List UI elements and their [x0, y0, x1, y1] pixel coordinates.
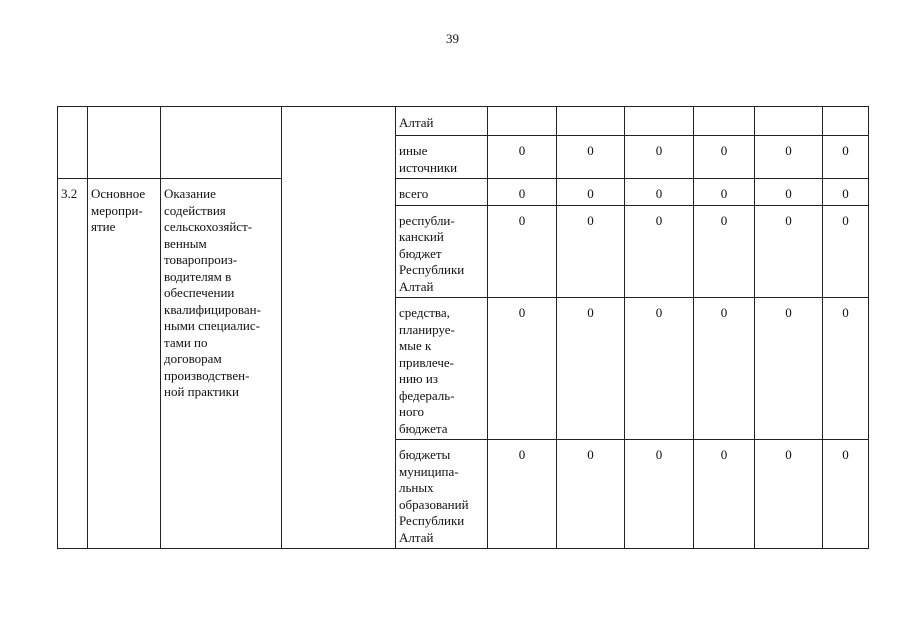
page-number: 39 — [446, 31, 459, 46]
cell-name-continued — [161, 107, 282, 179]
cell-value: 0 — [823, 136, 869, 179]
cell-source: республи- канский бюджет Республики Алтай — [396, 205, 488, 298]
cell-value: 0 — [625, 440, 694, 549]
table-row — [58, 179, 869, 206]
cell-value: 0 — [488, 136, 557, 179]
cell-value — [755, 107, 823, 136]
cell-value: 0 — [488, 440, 557, 549]
cell-source: Алтай — [396, 107, 488, 136]
cell-value: 0 — [625, 136, 694, 179]
table-row — [58, 107, 869, 136]
cell-value — [488, 107, 557, 136]
cell-type-continued — [88, 107, 161, 179]
cell-executor — [282, 107, 396, 549]
cell-value — [823, 107, 869, 136]
cell-value — [557, 107, 625, 136]
cell-value: 0 — [755, 440, 823, 549]
cell-value — [694, 107, 755, 136]
cell-value: 0 — [557, 298, 625, 440]
cell-value: 0 — [557, 136, 625, 179]
cell-value: 0 — [823, 205, 869, 298]
cell-source: средства, планируе- мые к привлече- нию из федераль- ного бюджета — [396, 298, 488, 440]
cell-value: 0 — [694, 179, 755, 206]
cell-value: 0 — [488, 298, 557, 440]
cell-value: 0 — [823, 179, 869, 206]
cell-value: 0 — [557, 205, 625, 298]
cell-value — [625, 107, 694, 136]
item-number: 3.2 — [58, 179, 88, 549]
cell-value: 0 — [694, 205, 755, 298]
item-name: Оказание содействия сельскохозяйст- венным товаропроиз- водителям в обеспечении квалифицирован- ными специалис- тами по договорам производствен- ной практики — [161, 179, 282, 549]
cell-value: 0 — [755, 298, 823, 440]
cell-value: 0 — [625, 298, 694, 440]
cell-value: 0 — [755, 179, 823, 206]
cell-source: всего — [396, 179, 488, 206]
cell-value: 0 — [694, 298, 755, 440]
cell-value: 0 — [694, 440, 755, 549]
cell-value: 0 — [823, 440, 869, 549]
cell-value: 0 — [488, 179, 557, 206]
cell-value: 0 — [755, 205, 823, 298]
cell-value: 0 — [823, 298, 869, 440]
budget-table — [57, 106, 869, 549]
cell-source: бюджеты муниципа- льных образований Республики Алтай — [396, 440, 488, 549]
cell-value: 0 — [557, 179, 625, 206]
item-type: Основное меропри- ятие — [88, 179, 161, 549]
cell-number-continued — [58, 107, 88, 179]
cell-value: 0 — [755, 136, 823, 179]
cell-source: иные источники — [396, 136, 488, 179]
cell-value: 0 — [625, 205, 694, 298]
cell-value: 0 — [488, 205, 557, 298]
cell-value: 0 — [625, 179, 694, 206]
cell-value: 0 — [557, 440, 625, 549]
cell-value: 0 — [694, 136, 755, 179]
